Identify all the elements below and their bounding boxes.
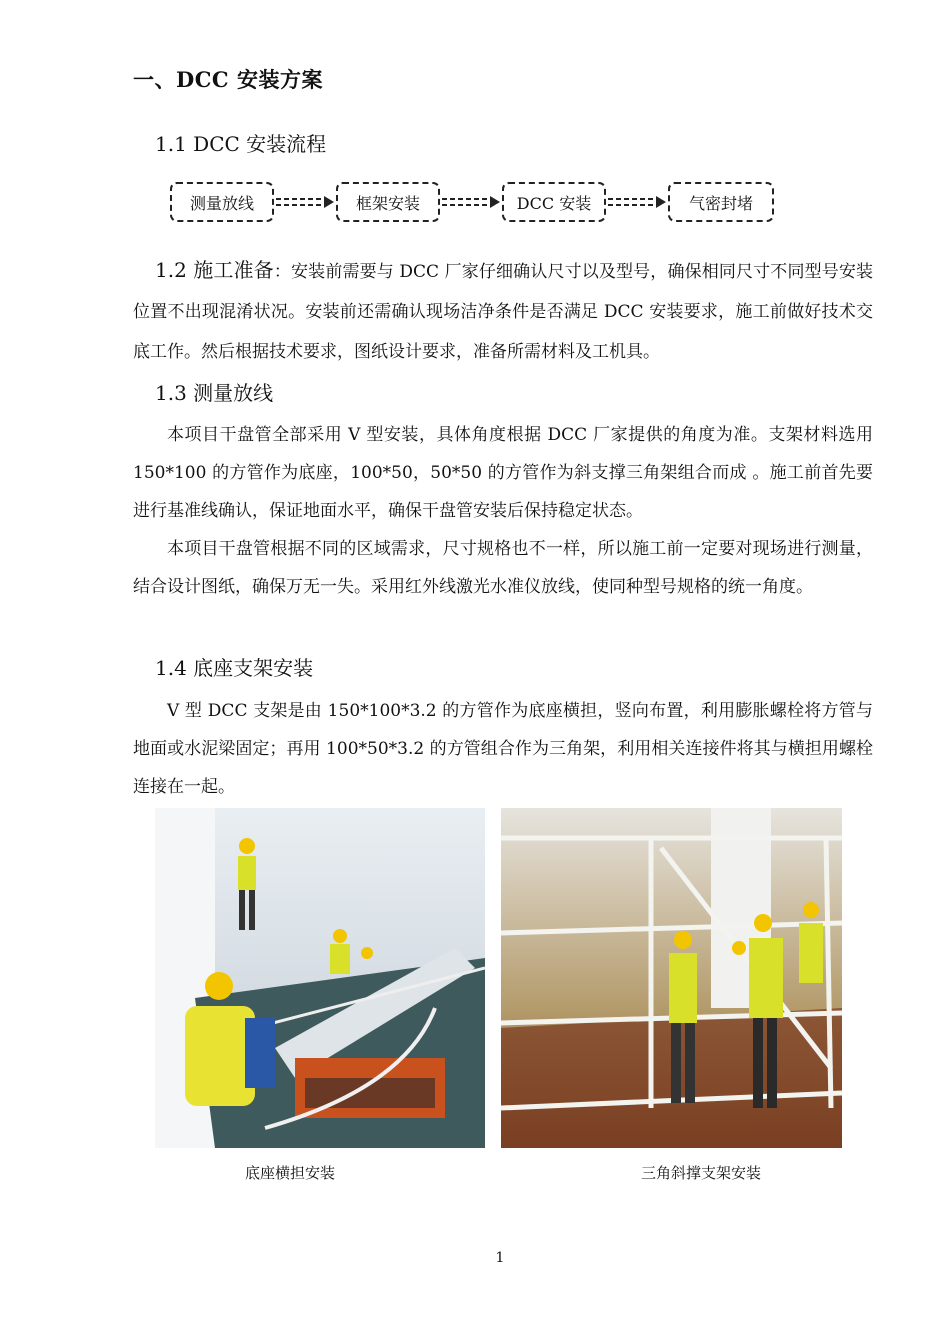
section-1-2-paragraph: 1.2 施工准备：安装前需要与 DCC 厂家仔细确认尺寸以及型号，确保相同尺寸不同型号安装位置不出现混淆状况。安装前还需确认现场洁净条件是否满足 DCC 安装要求，施工前做好技术交底工作。然后根据技术要求，图纸设计要求，准备所需材料及工机具。 [133, 258, 874, 362]
flow-step-survey: 测量放线 [170, 182, 274, 222]
photo-triangle-brace [501, 808, 842, 1148]
flow-arrow-icon [606, 194, 668, 212]
section-1-4-heading: 1.4 底座支架安装 [155, 656, 314, 680]
section-1-1-heading: 1.1 DCC 安装流程 [155, 132, 327, 156]
flow-arrow-icon [274, 194, 336, 212]
section-1-3-paragraph-1: 本项目干盘管全部采用 V 型安装，具体角度根据 DCC 厂家提供的角度为准。支架材料选用 150*100 的方管作为底座，100*50，50*50 的方管作为斜支撑三角架组合而成 。施工前首先要进行基准线确认，保证地面水平，确保干盘管安装后保持稳定状态。 [133, 425, 873, 521]
caption-triangle-brace: 三角斜撑支架安装 [640, 1164, 761, 1182]
flow-step-seal: 气密封堵 [668, 182, 774, 222]
photo-base-crossarm [155, 808, 485, 1148]
section-1-2-heading: 1.2 施工准备 [155, 258, 274, 282]
flow-step-frame: 框架安装 [336, 182, 440, 222]
section-1-2-text: 安装前需要与 DCC 厂家仔细确认尺寸以及型号，确保相同尺寸不同型号安装位置不出现混淆状况。安装前还需确认现场洁净条件是否满足 DCC 安装要求，施工前做好技术交底工作。然后根据技术要求，图纸设计要求，准备所需材料及工机具。 [133, 262, 874, 362]
page-number: 1 [495, 1250, 505, 1266]
flow-step-dcc: DCC 安装 [502, 182, 606, 222]
flow-arrow-icon [440, 194, 502, 212]
section-1-3-heading: 1.3 测量放线 [155, 381, 274, 405]
document-title: 一、DCC 安装方案 [133, 67, 323, 92]
section-1-3-paragraph-2: 本项目干盘管根据不同的区域需求，尺寸规格也不一样，所以施工前一定要对现场进行测量，结合设计图纸，确保万无一失。采用红外线激光水准仪放线，使同种型号规格的统一角度。 [133, 539, 873, 597]
caption-base-crossarm: 底座横担安装 [244, 1164, 335, 1182]
section-1-4-paragraph: V 型 DCC 支架是由 150*100*3.2 的方管作为底座横担，竖向布置，利用膨胀螺栓将方管与地面或水泥梁固定；再用 100*50*3.2 的方管组合作为三角架，利用相关连接件将其与横担用螺栓连接在一起。 [133, 701, 873, 797]
